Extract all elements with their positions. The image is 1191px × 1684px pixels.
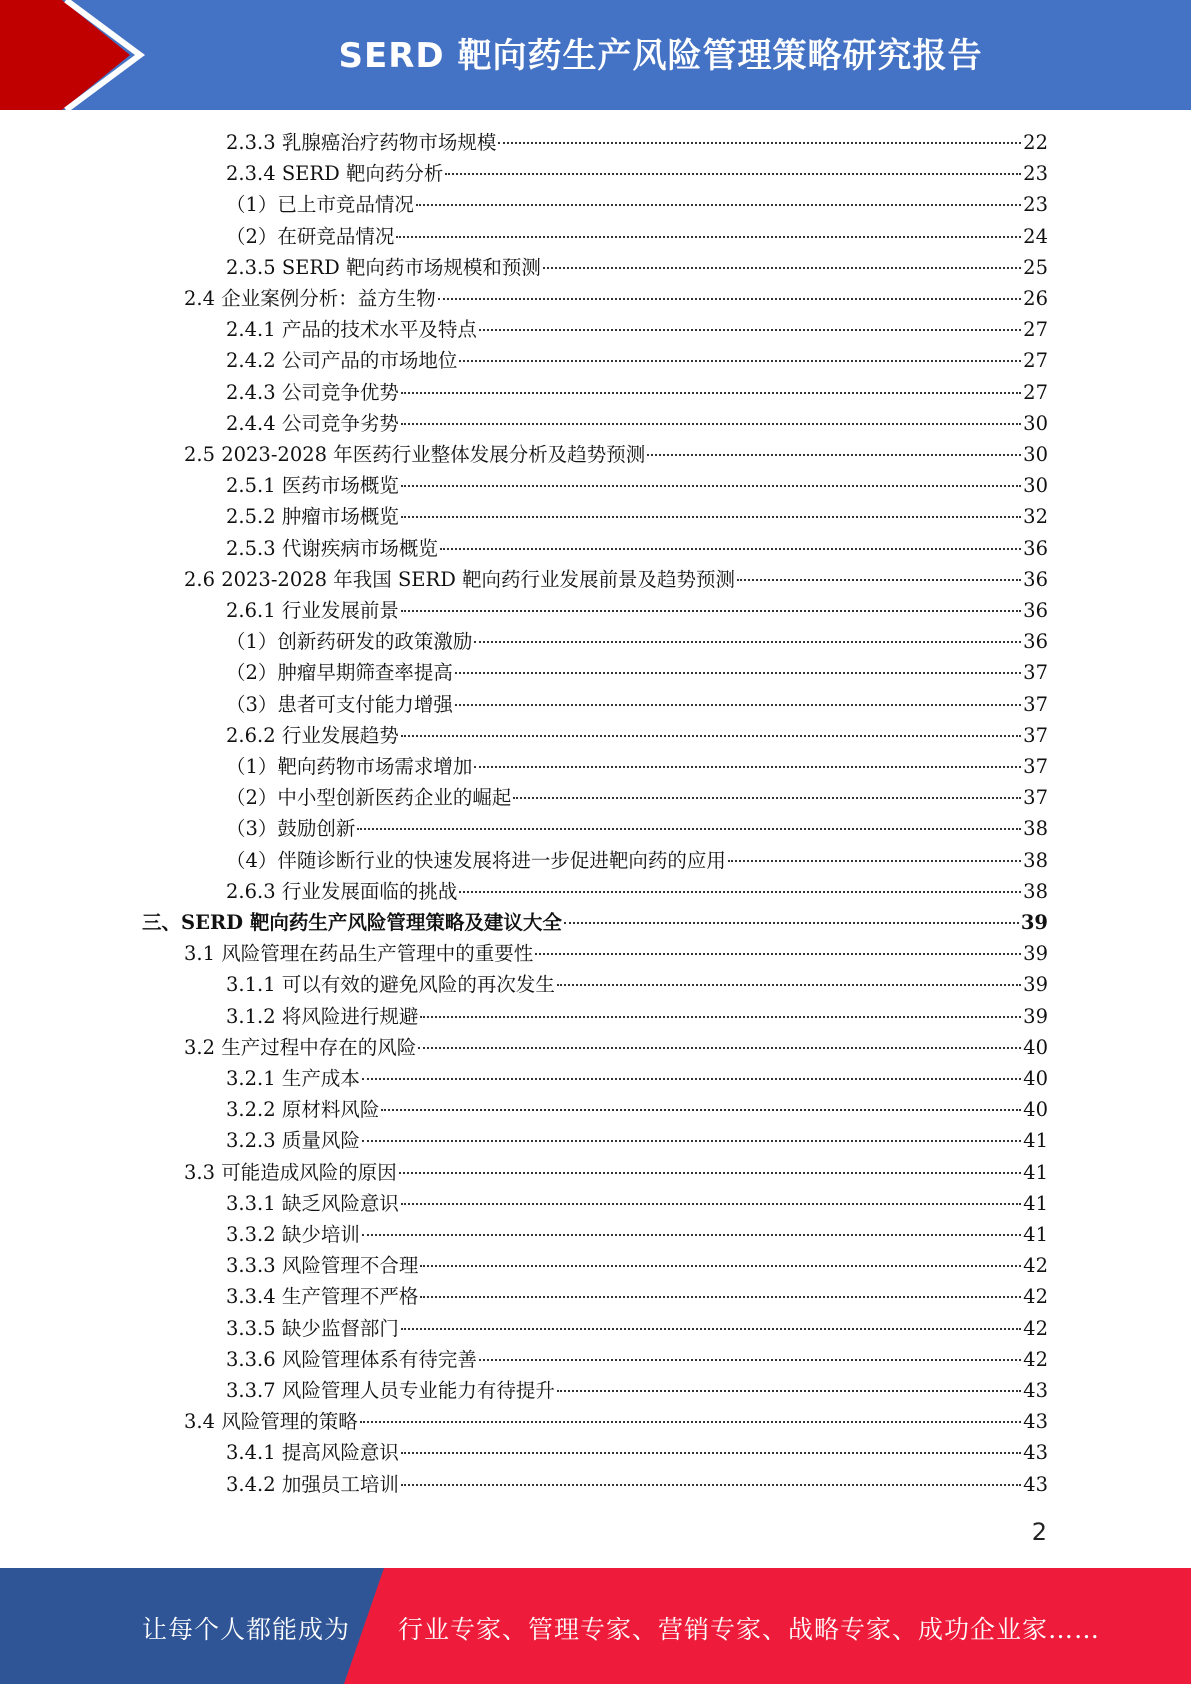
toc-entry-label: 2.6.3 行业发展面临的挑战 — [226, 879, 458, 903]
toc-entry-label: （1）创新药研发的政策激励 — [226, 630, 473, 654]
toc-dot-leader — [728, 860, 1021, 862]
toc-entry-label: 2.5 2023-2028 年医药行业整体发展分析及趋势预测 — [184, 443, 646, 466]
toc-dot-leader — [445, 173, 1021, 175]
toc-entry-page: 30 — [1023, 443, 1048, 466]
toc-entry-page: 41 — [1023, 1129, 1048, 1153]
toc-dot-leader — [399, 1172, 1021, 1174]
toc-entry-label: 3.3.5 缺少监督部门 — [226, 1316, 399, 1340]
toc-entry-label: 2.6.1 行业发展前景 — [226, 599, 399, 622]
toc-entry[interactable] — [226, 1063, 1048, 1094]
toc-entry-page: 23 — [1023, 193, 1048, 217]
toc-dot-leader — [455, 672, 1021, 674]
toc-entry[interactable] — [226, 501, 1048, 532]
toc-entry-label: 3.3.7 风险管理人员专业能力有待提升 — [226, 1379, 555, 1402]
toc-entry-label: （2）中小型创新医药企业的崛起 — [226, 786, 512, 810]
toc-entry-label: （1）已上市竞品情况 — [226, 193, 414, 217]
toc-dot-leader — [401, 610, 1021, 612]
toc-entry-page: 42 — [1023, 1316, 1048, 1340]
toc-dot-leader — [401, 392, 1021, 394]
toc-entry-label: 3.1 风险管理在药品生产管理中的重要性 — [184, 942, 534, 966]
toc-entry-page: 23 — [1023, 162, 1048, 186]
toc-entry[interactable] — [226, 689, 1048, 720]
toc-entry-page: 36 — [1023, 630, 1048, 654]
toc-entry-page: 43 — [1023, 1410, 1048, 1434]
toc-dot-leader — [401, 423, 1021, 425]
toc-entry-page: 38 — [1023, 879, 1048, 903]
toc-entry[interactable] — [226, 1250, 1048, 1281]
footer-slogan-right: 行业专家、管理专家、营销专家、战略专家、成功企业家…… — [398, 1615, 1101, 1644]
toc-entry-page: 39 — [1023, 1004, 1048, 1028]
toc-entry-page: 41 — [1023, 1191, 1048, 1215]
toc-entry-page: 38 — [1023, 848, 1048, 872]
toc-dot-leader — [396, 236, 1021, 238]
toc-entry-label: 2.3.3 乳腺癌治疗药物市场规模 — [226, 131, 497, 154]
toc-dot-leader — [455, 704, 1021, 706]
toc-entry[interactable] — [226, 1437, 1048, 1468]
toc-entry[interactable] — [226, 221, 1048, 252]
toc-dot-leader — [401, 516, 1021, 518]
toc-dot-leader — [418, 1047, 1021, 1049]
toc-dot-leader — [381, 1109, 1021, 1111]
toc-dot-leader — [357, 828, 1021, 830]
toc-entry[interactable] — [226, 1375, 1048, 1406]
toc-entry-page: 25 — [1023, 255, 1048, 279]
toc-entry-page: 42 — [1023, 1254, 1048, 1278]
toc-dot-leader — [543, 267, 1021, 269]
footer-slogan-left: 让每个人都能成为 — [142, 1615, 351, 1644]
toc-entry-label: 2.3.5 SERD 靶向药市场规模和预测 — [226, 255, 541, 279]
toc-entry-label: 3.2.3 质量风险 — [226, 1129, 360, 1153]
toc-dot-leader — [564, 922, 1019, 924]
toc-entry[interactable] — [226, 1344, 1048, 1375]
toc-entry[interactable] — [226, 1125, 1048, 1156]
toc-entry-label: 2.4.2 公司产品的市场地位 — [226, 349, 458, 373]
toc-entry[interactable] — [226, 1094, 1048, 1125]
toc-entry-page: 27 — [1023, 380, 1048, 404]
toc-entry[interactable] — [184, 1406, 1048, 1437]
toc-entry[interactable] — [226, 1313, 1048, 1344]
toc-dot-leader — [401, 1203, 1021, 1205]
toc-dot-leader — [362, 1078, 1021, 1080]
toc-dot-leader — [737, 579, 1021, 581]
toc-entry-page: 36 — [1023, 599, 1048, 622]
toc-entry-page: 40 — [1023, 1098, 1048, 1122]
toc-entry-label: 2.4.1 产品的技术水平及特点 — [226, 318, 477, 342]
toc-entry[interactable] — [226, 470, 1048, 501]
toc-entry[interactable] — [226, 1001, 1048, 1032]
toc-entry-label: 3.2.2 原材料风险 — [226, 1098, 380, 1122]
toc-entry-page: 26 — [1023, 287, 1048, 310]
toc-dot-leader — [401, 1328, 1021, 1330]
toc-entry-page: 27 — [1023, 318, 1048, 342]
toc-dot-leader — [474, 766, 1021, 768]
toc-entry-page: 22 — [1023, 131, 1048, 154]
toc-dot-leader — [401, 485, 1021, 487]
toc-dot-leader — [474, 641, 1021, 643]
toc-entry[interactable] — [226, 1188, 1048, 1219]
toc-entry-label: 三、SERD 靶向药生产风险管理策略及建议大全 — [142, 911, 562, 934]
toc-dot-leader — [360, 1421, 1021, 1423]
toc-entry-page: 24 — [1023, 224, 1048, 248]
toc-entry-page: 43 — [1023, 1379, 1048, 1402]
toc-entry-page: 36 — [1023, 567, 1048, 591]
toc-entry[interactable] — [226, 252, 1048, 283]
toc-entry-label: 3.3.4 生产管理不严格 — [226, 1285, 419, 1309]
toc-entry-label: （3）鼓励创新 — [226, 817, 356, 841]
toc-dot-leader — [535, 953, 1021, 955]
toc-dot-leader — [416, 204, 1021, 206]
toc-dot-leader — [557, 1390, 1021, 1392]
toc-dot-leader — [362, 1140, 1021, 1142]
toc-entry[interactable] — [184, 283, 1048, 314]
toc-entry[interactable] — [226, 1281, 1048, 1312]
toc-entry-page: 37 — [1023, 723, 1048, 747]
toc-entry-label: 3.3.1 缺乏风险意识 — [226, 1191, 399, 1215]
toc-dot-leader — [420, 1016, 1021, 1018]
toc-entry[interactable] — [226, 1219, 1048, 1250]
toc-entry-label: 3.4.2 加强员工培训 — [226, 1472, 399, 1496]
toc-dot-leader — [420, 1265, 1021, 1267]
toc-entry-label: 3.2.1 生产成本 — [226, 1067, 360, 1090]
toc-entry-label: 2.5.3 代谢疾病市场概览 — [226, 536, 438, 560]
toc-entry-label: （1）靶向药物市场需求增加 — [226, 755, 473, 778]
toc-entry-page: 37 — [1023, 661, 1048, 685]
toc-entry-label: 3.3 可能造成风险的原因 — [184, 1160, 397, 1184]
toc-entry[interactable] — [184, 938, 1048, 969]
toc-entry[interactable] — [226, 408, 1048, 439]
toc-dot-leader — [420, 1296, 1021, 1298]
toc-entry[interactable] — [226, 969, 1048, 1000]
toc-dot-leader — [438, 298, 1021, 300]
toc-entry[interactable] — [226, 626, 1048, 657]
toc-entry-page: 43 — [1023, 1441, 1048, 1465]
toc-entry-label: 2.5.2 肿瘤市场概览 — [226, 505, 399, 529]
toc-entry[interactable] — [184, 439, 1048, 470]
toc-entry-page: 38 — [1023, 817, 1048, 841]
toc-dot-leader — [362, 1234, 1021, 1236]
toc-dot-leader — [557, 984, 1021, 986]
toc-entry-label: （4）伴随诊断行业的快速发展将进一步促进靶向药的应用 — [226, 848, 726, 872]
toc-entry-page: 41 — [1023, 1223, 1048, 1246]
toc-entry-page: 41 — [1023, 1160, 1048, 1184]
toc-entry[interactable] — [226, 189, 1048, 220]
toc-entry-label: 2.6 2023-2028 年我国 SERD 靶向药行业发展前景及趋势预测 — [184, 567, 736, 591]
toc-entry-page: 37 — [1023, 786, 1048, 810]
toc-entry-label: 2.4 企业案例分析：益方生物 — [184, 287, 436, 310]
toc-entry-page: 42 — [1023, 1285, 1048, 1309]
toc-dot-leader — [459, 360, 1021, 362]
toc-entry[interactable] — [226, 657, 1048, 688]
toc-entry-label: 3.4 风险管理的策略 — [184, 1410, 358, 1434]
toc-entry-page: 39 — [1023, 942, 1048, 966]
page-footer — [0, 1568, 1191, 1684]
toc-entry[interactable] — [184, 1157, 1048, 1188]
toc-entry[interactable] — [142, 907, 1048, 938]
toc-dot-leader — [401, 1484, 1021, 1486]
toc-entry[interactable] — [226, 845, 1048, 876]
toc-entry-page: 39 — [1020, 911, 1048, 934]
toc-dot-leader — [498, 142, 1021, 144]
page-number: 2 — [1031, 1518, 1047, 1546]
toc-entry-page: 32 — [1023, 505, 1048, 529]
toc-entry[interactable] — [226, 813, 1048, 844]
toc-entry-label: （3）患者可支付能力增强 — [226, 692, 453, 716]
toc-entry[interactable] — [226, 345, 1048, 376]
toc-entry-label: 3.2 生产过程中存在的风险 — [184, 1035, 417, 1059]
toc-entry[interactable] — [226, 533, 1048, 564]
toc-entry[interactable] — [184, 564, 1048, 595]
toc-entry-label: 3.1.2 将风险进行规避 — [226, 1004, 419, 1028]
toc-entry[interactable] — [226, 595, 1048, 626]
toc-entry-label: （2）肿瘤早期筛查率提高 — [226, 661, 453, 685]
toc-dot-leader — [440, 548, 1021, 550]
toc-entry-label: 3.3.3 风险管理不合理 — [226, 1254, 419, 1278]
toc-entry[interactable] — [226, 782, 1048, 813]
toc-entry[interactable] — [226, 876, 1048, 907]
toc-entry-page: 30 — [1023, 411, 1048, 435]
toc-dot-leader — [459, 891, 1021, 893]
toc-entry-label: （2）在研竞品情况 — [226, 224, 395, 248]
toc-dot-leader — [401, 735, 1021, 737]
toc-entry-page: 27 — [1023, 349, 1048, 373]
toc-entry-page: 37 — [1023, 692, 1048, 716]
toc-entry-label: 2.3.4 SERD 靶向药分析 — [226, 162, 444, 186]
toc-entry[interactable] — [226, 377, 1048, 408]
toc-entry-label: 3.1.1 可以有效的避免风险的再次发生 — [226, 973, 555, 997]
toc-entry[interactable] — [226, 158, 1048, 189]
toc-entry-page: 40 — [1023, 1067, 1048, 1090]
toc-dot-leader — [647, 454, 1021, 456]
toc-entry-page: 37 — [1023, 755, 1048, 778]
toc-dot-leader — [401, 1452, 1021, 1454]
toc-entry[interactable] — [226, 720, 1048, 751]
toc-entry-label: 2.4.4 公司竞争劣势 — [226, 411, 399, 435]
toc-entry[interactable] — [226, 1469, 1048, 1500]
toc-entry-label: 2.5.1 医药市场概览 — [226, 474, 399, 498]
toc-dot-leader — [479, 329, 1021, 331]
toc-dot-leader — [479, 1359, 1021, 1361]
toc-entry-page: 30 — [1023, 474, 1048, 498]
page-header — [0, 0, 1191, 110]
toc-entry-label: 2.6.2 行业发展趋势 — [226, 723, 399, 747]
toc-entry[interactable] — [184, 1032, 1048, 1063]
toc-entry-label: 3.3.6 风险管理体系有待完善 — [226, 1347, 477, 1371]
toc-entry-label: 3.4.1 提高风险意识 — [226, 1441, 399, 1465]
toc-entry-page: 42 — [1023, 1347, 1048, 1371]
toc-entry-page: 39 — [1023, 973, 1048, 997]
toc-entry[interactable] — [226, 127, 1048, 158]
toc-entry[interactable] — [226, 751, 1048, 782]
toc-entry-page: 36 — [1023, 536, 1048, 560]
document-title: SERD 靶向药生产风险管理策略研究报告 — [338, 36, 983, 76]
toc-entry-page: 43 — [1023, 1472, 1048, 1496]
toc-entry-page: 40 — [1023, 1035, 1048, 1059]
toc-dot-leader — [513, 797, 1021, 799]
toc-entry-label: 2.4.3 公司竞争优势 — [226, 380, 399, 404]
toc-entry-label: 3.3.2 缺少培训 — [226, 1223, 360, 1246]
toc-entry[interactable] — [226, 314, 1048, 345]
